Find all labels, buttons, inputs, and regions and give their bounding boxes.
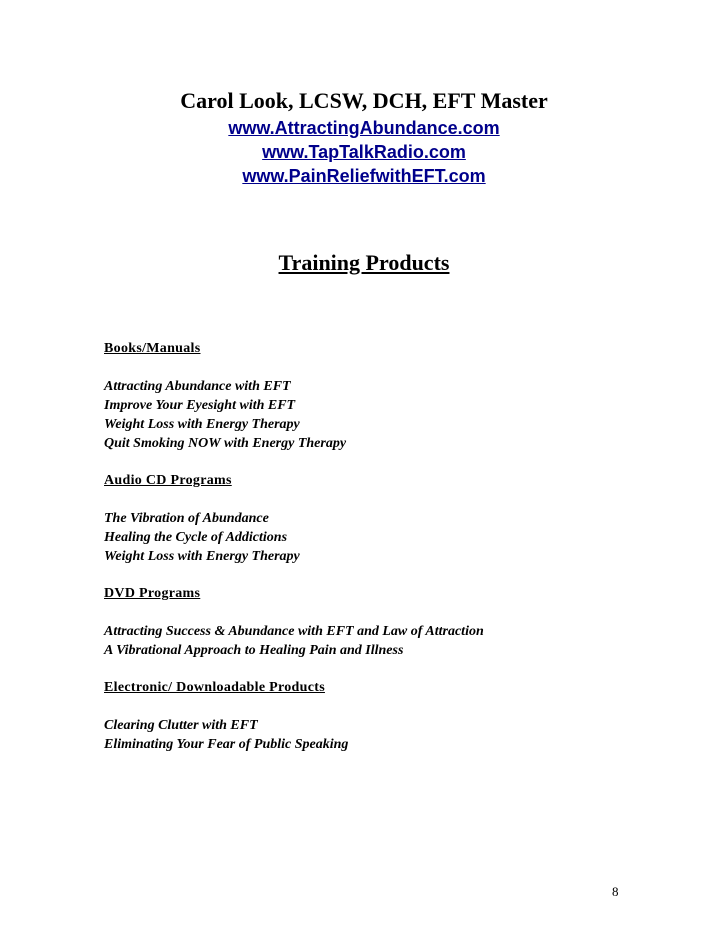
product-item: Weight Loss with Energy Therapy — [104, 417, 300, 432]
product-item: Healing the Cycle of Addictions — [104, 530, 288, 545]
section-heading: DVD Programs — [104, 586, 201, 601]
link-attracting-abundance[interactable]: www.AttractingAbundance.com — [228, 118, 500, 138]
product-item: Weight Loss with Energy Therapy — [104, 549, 300, 564]
section-heading: Books/Manuals — [104, 341, 201, 356]
product-item: Quit Smoking NOW with Energy Therapy — [104, 436, 347, 451]
section-heading: Electronic/ Downloadable Products — [104, 680, 325, 695]
author-credentials: Carol Look, LCSW, DCH, EFT Master — [180, 88, 548, 113]
section-audio-cd — [104, 472, 664, 566]
link-taptalk-radio[interactable]: www.TapTalkRadio.com — [262, 142, 466, 162]
section-dvd — [104, 585, 664, 660]
product-item: Eliminating Your Fear of Public Speaking — [104, 737, 349, 752]
product-sections — [104, 340, 664, 773]
section-heading: Audio CD Programs — [104, 473, 232, 488]
product-item: The Vibration of Abundance — [104, 511, 269, 526]
product-item: A Vibrational Approach to Healing Pain and Illness — [104, 643, 404, 658]
product-item: Improve Your Eyesight with EFT — [104, 398, 296, 413]
product-item: Clearing Clutter with EFT — [104, 718, 258, 733]
section-books-manuals — [104, 340, 664, 453]
product-item: Attracting Success & Abundance with EFT and Law of Attraction — [104, 624, 484, 639]
page-title: Training Products — [278, 250, 450, 275]
link-pain-relief-eft[interactable]: www.PainReliefwithEFT.com — [242, 166, 486, 186]
section-electronic — [104, 679, 664, 754]
product-item: Attracting Abundance with EFT — [104, 379, 291, 394]
page-number: 8 — [612, 884, 619, 899]
